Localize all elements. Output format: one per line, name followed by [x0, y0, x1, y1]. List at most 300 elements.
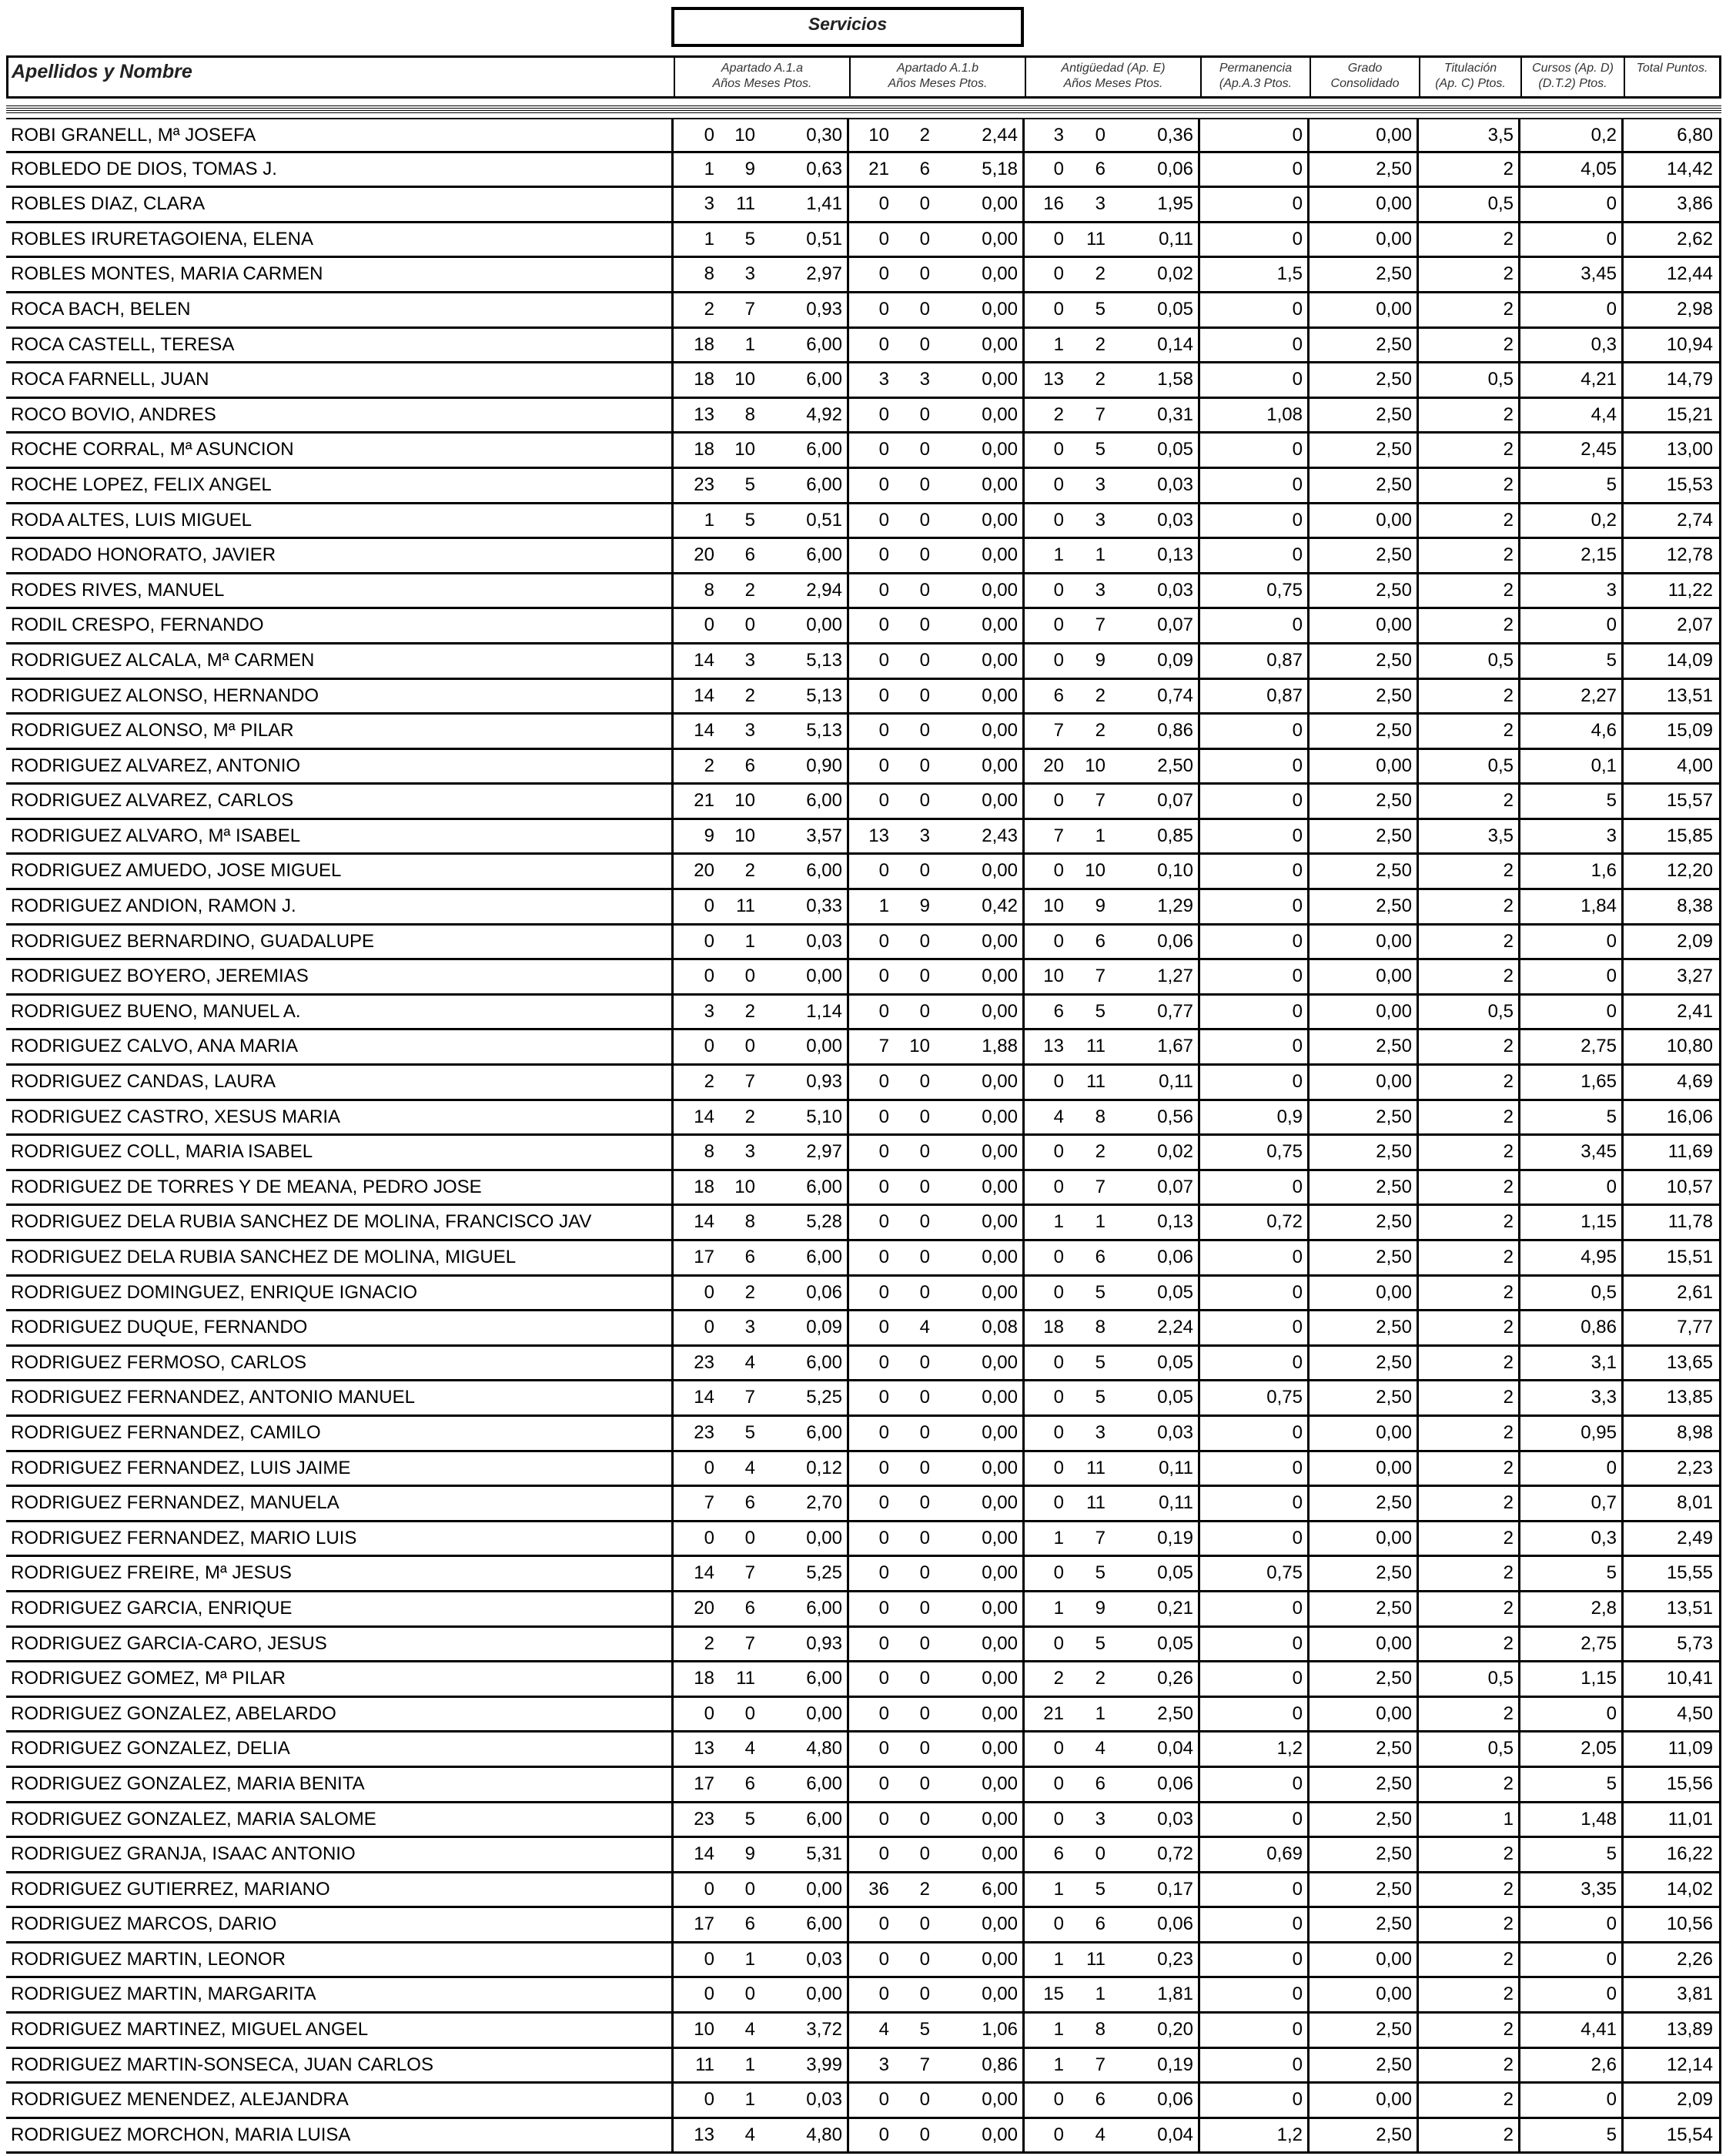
cell-antig-points: 0,19	[1157, 1527, 1193, 1548]
cell-a1a-months: 7	[744, 1632, 755, 1654]
cell-antig-points: 0,04	[1157, 1738, 1193, 1759]
cell-a1a-years: 23	[694, 474, 714, 495]
cell-grado: 0,00	[1376, 1984, 1412, 2005]
header-name: Apellidos y Nombre	[12, 61, 192, 82]
cell-titulacion: 2	[1503, 474, 1514, 495]
cell-cursos: 0	[1606, 2089, 1617, 2111]
cell-cursos: 2,05	[1580, 1738, 1617, 1759]
cell-total: 14,79	[1666, 369, 1713, 390]
cell-a1b-points: 0,00	[982, 1527, 1018, 1548]
cell-a1b-years: 0	[878, 860, 889, 882]
cell-a1a-points: 5,28	[806, 1211, 842, 1233]
cell-antig-points: 0,07	[1157, 614, 1193, 636]
table-body	[6, 118, 1721, 2154]
cell-antig-years: 1	[1053, 1878, 1064, 1900]
cell-a1a-months: 4	[744, 1351, 755, 1373]
cell-cursos: 2,75	[1580, 1632, 1617, 1654]
cell-antig-points: 0,05	[1157, 1387, 1193, 1408]
cell-a1b-months: 0	[919, 1351, 930, 1373]
cell-a1b-months: 0	[919, 1421, 930, 1443]
cell-a1b-years: 0	[878, 1421, 889, 1443]
cell-a1b-months: 0	[919, 333, 930, 355]
row-name: RODRIGUEZ GARCIA-CARO, JESUS	[11, 1632, 327, 1654]
row-name: RODRIGUEZ GONZALEZ, DELIA	[11, 1738, 290, 1759]
cell-grado: 2,50	[1376, 1878, 1412, 1900]
cell-a1a-months: 6	[744, 1597, 755, 1619]
table-row	[6, 1101, 1721, 1137]
cell-a1a-years: 0	[704, 896, 714, 917]
cell-a1a-years: 14	[694, 1562, 714, 1584]
cell-antig-years: 0	[1053, 1773, 1064, 1794]
cell-a1a-points: 0,09	[806, 1317, 842, 1338]
cell-cursos: 0,95	[1580, 1421, 1617, 1443]
cell-antig-years: 2	[1053, 403, 1064, 425]
cell-a1a-months: 2	[744, 579, 755, 601]
cell-grado: 0,00	[1376, 125, 1412, 146]
cell-permanencia: 1,08	[1266, 403, 1303, 425]
cell-titulacion: 0,5	[1487, 369, 1514, 390]
cell-antig-months: 6	[1095, 1773, 1106, 1794]
cell-titulacion: 2	[1503, 790, 1514, 812]
cell-a1a-years: 0	[704, 1036, 714, 1057]
table-row	[6, 890, 1721, 926]
cell-a1b-months: 0	[919, 1527, 930, 1548]
cell-antig-months: 7	[1095, 1527, 1106, 1548]
cell-grado: 2,50	[1376, 333, 1412, 355]
cell-a1a-months: 10	[734, 439, 755, 460]
row-name: RODRIGUEZ FREIRE, Mª JESUS	[11, 1562, 292, 1584]
cell-cursos: 1,65	[1580, 1071, 1617, 1093]
cell-permanencia: 0	[1292, 1948, 1303, 1970]
row-name: RODIL CRESPO, FERNANDO	[11, 614, 264, 636]
cell-titulacion: 2	[1503, 2089, 1514, 2111]
cell-cursos: 0	[1606, 614, 1617, 636]
cell-cursos: 3,45	[1580, 263, 1617, 285]
table-row	[6, 1557, 1721, 1592]
cell-permanencia: 0	[1292, 1176, 1303, 1197]
cell-grado: 2,50	[1376, 1247, 1412, 1267]
cell-antig-points: 0,05	[1157, 1351, 1193, 1373]
cell-total: 16,22	[1666, 1843, 1713, 1865]
cell-titulacion: 2	[1503, 2019, 1514, 2040]
cell-antig-years: 1	[1053, 1211, 1064, 1233]
cell-antig-months: 2	[1095, 720, 1106, 742]
cell-a1b-points: 0,00	[982, 333, 1018, 355]
cell-permanencia: 0	[1292, 1317, 1303, 1338]
row-name: RODRIGUEZ DE TORRES Y DE MEANA, PEDRO JOSE	[11, 1176, 482, 1197]
cell-grado: 2,50	[1376, 544, 1412, 566]
cell-antig-months: 1	[1095, 1702, 1106, 1724]
row-name: RODRIGUEZ CANDAS, LAURA	[11, 1071, 276, 1093]
cell-antig-years: 0	[1053, 649, 1064, 671]
cell-antig-points: 0,36	[1157, 125, 1193, 146]
cell-total: 2,09	[1677, 2089, 1713, 2111]
cell-grado: 0,00	[1376, 614, 1412, 636]
cell-antig-points: 0,06	[1157, 1247, 1193, 1267]
cell-antig-years: 3	[1053, 125, 1064, 146]
row-name: RODRIGUEZ ALVARO, Mª ISABEL	[11, 825, 301, 846]
cell-antig-months: 8	[1095, 2019, 1106, 2040]
cell-cursos: 5	[1606, 474, 1617, 495]
cell-titulacion: 2	[1503, 333, 1514, 355]
table-row	[6, 258, 1721, 293]
cell-total: 2,09	[1677, 930, 1713, 952]
cell-cursos: 3,3	[1591, 1387, 1617, 1408]
cell-a1b-years: 0	[878, 1668, 889, 1689]
cell-total: 4,50	[1677, 1702, 1713, 1724]
cell-a1b-points: 0,00	[982, 1000, 1018, 1022]
cell-a1b-years: 0	[878, 298, 889, 320]
cell-antig-months: 5	[1095, 1632, 1106, 1654]
table-row	[6, 2084, 1721, 2119]
cell-a1a-months: 8	[744, 1211, 755, 1233]
cell-a1a-points: 2,97	[806, 1141, 842, 1163]
cell-a1a-months: 2	[744, 1000, 755, 1022]
table-row	[6, 1417, 1721, 1452]
cell-grado: 2,50	[1376, 263, 1412, 285]
cell-antig-months: 10	[1085, 860, 1106, 882]
cell-a1a-months: 9	[744, 158, 755, 179]
cell-total: 2,23	[1677, 1457, 1713, 1478]
table-row	[6, 1908, 1721, 1943]
cell-a1a-points: 1,14	[806, 1000, 842, 1022]
table-row	[6, 1838, 1721, 1873]
cell-cursos: 1,48	[1580, 1808, 1617, 1830]
cell-cursos: 3,35	[1580, 1878, 1617, 1900]
cell-titulacion: 0,5	[1487, 755, 1514, 776]
cell-a1b-points: 0,00	[982, 1106, 1018, 1127]
cell-a1b-points: 0,00	[982, 1421, 1018, 1443]
cell-antig-points: 0,11	[1159, 1492, 1193, 1514]
cell-titulacion: 2	[1503, 720, 1514, 742]
cell-permanencia: 0,72	[1266, 1211, 1303, 1233]
cell-a1b-months: 0	[919, 2124, 930, 2145]
cell-a1a-years: 1	[704, 509, 714, 531]
cell-permanencia: 0	[1292, 1281, 1303, 1303]
cell-a1b-years: 0	[878, 1387, 889, 1408]
cell-a1b-years: 0	[878, 720, 889, 742]
cell-antig-years: 0	[1053, 2089, 1064, 2111]
cell-grado: 2,50	[1376, 1317, 1412, 1338]
cell-antig-points: 0,11	[1159, 228, 1193, 249]
cell-a1b-months: 0	[919, 2089, 930, 2111]
cell-grado: 2,50	[1376, 1738, 1412, 1759]
cell-a1b-points: 0,86	[982, 2054, 1018, 2075]
cell-titulacion: 2	[1503, 1176, 1514, 1197]
cell-antig-years: 0	[1053, 263, 1064, 285]
cell-a1a-months: 0	[744, 1527, 755, 1548]
cell-cursos: 0	[1606, 1457, 1617, 1478]
cell-cursos: 1,15	[1580, 1668, 1617, 1689]
row-name: RODRIGUEZ ALCALA, Mª CARMEN	[11, 649, 315, 671]
cell-a1a-years: 13	[694, 1738, 714, 1759]
cell-cursos: 0	[1606, 228, 1617, 249]
cell-a1a-points: 5,31	[806, 1843, 842, 1865]
cell-a1a-years: 2	[704, 1632, 714, 1654]
cell-antig-months: 5	[1095, 1878, 1106, 1900]
cell-antig-months: 9	[1095, 649, 1106, 671]
cell-a1b-points: 0,00	[982, 1913, 1018, 1935]
cell-permanencia: 0	[1292, 2054, 1303, 2075]
cell-a1b-years: 0	[878, 1351, 889, 1373]
cell-grado: 0,00	[1376, 1702, 1412, 1724]
cell-cursos: 2,8	[1591, 1597, 1617, 1619]
cell-titulacion: 2	[1503, 1492, 1514, 1514]
row-name: RODRIGUEZ FERNANDEZ, LUIS JAIME	[11, 1457, 351, 1478]
cell-a1a-points: 6,00	[806, 1351, 842, 1373]
cell-a1a-points: 6,00	[806, 1421, 842, 1443]
table-row	[6, 1732, 1721, 1768]
cell-total: 16,06	[1666, 1106, 1713, 1127]
cell-a1b-points: 0,00	[982, 649, 1018, 671]
cell-a1b-months: 0	[919, 1984, 930, 2005]
cell-cursos: 0	[1606, 1702, 1617, 1724]
cell-cursos: 0	[1606, 930, 1617, 952]
cell-grado: 0,00	[1376, 1457, 1412, 1478]
cell-a1a-months: 4	[744, 1738, 755, 1759]
cell-permanencia: 0	[1292, 1457, 1303, 1478]
cell-a1b-months: 0	[919, 1281, 930, 1303]
table-row	[6, 1171, 1721, 1207]
cell-a1b-years: 0	[878, 1527, 889, 1548]
cell-antig-months: 8	[1095, 1106, 1106, 1127]
cell-antig-months: 2	[1095, 1668, 1106, 1689]
cell-antig-years: 6	[1053, 1843, 1064, 1865]
cell-cursos: 5	[1606, 1843, 1617, 1865]
cell-a1b-months: 0	[919, 1071, 930, 1093]
cell-antig-points: 0,77	[1157, 1000, 1193, 1022]
cell-a1b-points: 0,00	[982, 966, 1018, 987]
cell-a1a-years: 14	[694, 1843, 714, 1865]
cell-antig-months: 6	[1095, 158, 1106, 179]
cell-cursos: 1,15	[1580, 1211, 1617, 1233]
cell-antig-months: 11	[1086, 1457, 1106, 1478]
cell-a1b-points: 0,00	[982, 614, 1018, 636]
cell-antig-points: 0,11	[1159, 1071, 1193, 1093]
cell-antig-points: 0,02	[1157, 1141, 1193, 1163]
cell-a1a-months: 10	[734, 825, 755, 846]
cell-a1a-years: 2	[704, 755, 714, 776]
cell-antig-years: 0	[1053, 1738, 1064, 1759]
cell-a1a-months: 2	[744, 860, 755, 882]
cell-cursos: 1,6	[1591, 860, 1617, 882]
cell-antig-years: 0	[1053, 1913, 1064, 1935]
cell-a1a-points: 6,00	[806, 474, 842, 495]
cell-antig-months: 6	[1095, 930, 1106, 952]
cell-a1a-months: 6	[744, 1773, 755, 1794]
cell-a1a-months: 10	[734, 125, 755, 146]
cell-a1a-years: 14	[694, 1387, 714, 1408]
cell-antig-years: 1	[1053, 1948, 1064, 1970]
cell-a1b-points: 0,00	[982, 193, 1018, 215]
cell-antig-points: 1,27	[1157, 966, 1193, 987]
cell-a1a-months: 7	[744, 1562, 755, 1584]
cell-a1a-months: 11	[736, 193, 755, 215]
cell-a1a-points: 4,80	[806, 1738, 842, 1759]
cell-total: 15,85	[1666, 825, 1713, 846]
row-name: ROCA BACH, BELEN	[11, 298, 191, 320]
cell-a1a-years: 0	[704, 1948, 714, 1970]
cell-antig-points: 0,56	[1157, 1106, 1193, 1127]
cell-a1a-points: 5,25	[806, 1387, 842, 1408]
cell-antig-points: 0,10	[1157, 860, 1193, 882]
cell-a1a-years: 2	[704, 298, 714, 320]
table-row	[6, 1136, 1721, 1171]
cell-total: 2,07	[1677, 614, 1713, 636]
cell-a1b-points: 0,00	[982, 1211, 1018, 1233]
cell-antig-months: 5	[1095, 298, 1106, 320]
cell-a1a-months: 0	[744, 1702, 755, 1724]
table-row	[6, 329, 1721, 364]
cell-a1a-months: 5	[744, 474, 755, 495]
cell-cursos: 0,5	[1591, 1281, 1617, 1303]
row-name: RODRIGUEZ DELA RUBIA SANCHEZ DE MOLINA, FRANCISCO JAV	[11, 1211, 592, 1233]
cell-permanencia: 0,87	[1266, 649, 1303, 671]
cell-a1a-points: 5,13	[806, 685, 842, 706]
cell-titulacion: 2	[1503, 298, 1514, 320]
cell-antig-years: 7	[1053, 825, 1064, 846]
cell-a1b-months: 6	[919, 158, 930, 179]
cell-a1b-points: 0,00	[982, 228, 1018, 249]
cell-a1b-years: 0	[878, 579, 889, 601]
cell-antig-points: 1,95	[1157, 193, 1193, 215]
row-name: RODRIGUEZ ANDION, RAMON J.	[11, 896, 296, 917]
row-name: ROCO BOVIO, ANDRES	[11, 403, 216, 425]
cell-grado: 0,00	[1376, 1071, 1412, 1093]
cell-titulacion: 0,5	[1487, 649, 1514, 671]
cell-antig-points: 0,03	[1157, 1808, 1193, 1830]
cell-a1b-points: 0,00	[982, 720, 1018, 742]
cell-a1a-points: 2,94	[806, 579, 842, 601]
cell-permanencia: 0	[1292, 1036, 1303, 1057]
cell-titulacion: 2	[1503, 439, 1514, 460]
cell-antig-points: 1,58	[1157, 369, 1193, 390]
cell-a1a-points: 5,25	[806, 1562, 842, 1584]
cell-a1a-months: 1	[744, 2089, 755, 2111]
cell-grado: 2,50	[1376, 1176, 1412, 1197]
cell-antig-points: 0,72	[1157, 1843, 1193, 1865]
cell-a1b-years: 0	[878, 1457, 889, 1478]
cell-total: 4,69	[1677, 1071, 1713, 1093]
cell-a1b-years: 0	[878, 1247, 889, 1267]
cell-a1b-months: 0	[919, 1843, 930, 1865]
cell-grado: 0,00	[1376, 1421, 1412, 1443]
row-name: RODRIGUEZ MARCOS, DARIO	[11, 1913, 277, 1935]
cell-antig-years: 0	[1053, 930, 1064, 952]
row-name: RODRIGUEZ DELA RUBIA SANCHEZ DE MOLINA, MIGUEL	[11, 1247, 517, 1267]
cell-grado: 2,50	[1376, 2124, 1412, 2145]
cell-total: 12,20	[1666, 860, 1713, 882]
cell-grado: 2,50	[1376, 860, 1412, 882]
cell-antig-months: 1	[1095, 1984, 1106, 2005]
cell-a1a-years: 17	[694, 1913, 714, 1935]
cell-titulacion: 2	[1503, 1071, 1514, 1093]
cell-permanencia: 0,75	[1266, 1562, 1303, 1584]
cell-a1a-points: 0,33	[806, 896, 842, 917]
cell-titulacion: 2	[1503, 1317, 1514, 1338]
cell-a1a-months: 2	[744, 685, 755, 706]
cell-total: 12,14	[1666, 2054, 1713, 2075]
cell-a1a-points: 0,00	[806, 1878, 842, 1900]
cell-antig-years: 0	[1053, 509, 1064, 531]
cell-antig-months: 2	[1095, 333, 1106, 355]
cell-antig-years: 6	[1053, 1000, 1064, 1022]
cell-total: 2,98	[1677, 298, 1713, 320]
cell-a1b-points: 0,00	[982, 1247, 1018, 1267]
row-name: ROCA FARNELL, JUAN	[11, 369, 209, 390]
table-row	[6, 399, 1721, 434]
cell-antig-years: 0	[1053, 860, 1064, 882]
cell-a1b-years: 0	[878, 2124, 889, 2145]
cell-total: 15,53	[1666, 474, 1713, 495]
cell-total: 7,77	[1677, 1317, 1713, 1338]
cell-antig-points: 0,86	[1157, 720, 1193, 742]
table-row	[6, 1381, 1721, 1417]
cell-permanencia: 1,2	[1276, 1738, 1303, 1759]
cell-a1a-months: 10	[734, 369, 755, 390]
cell-antig-points: 0,09	[1157, 649, 1193, 671]
row-name: ROBLES IRURETAGOIENA, ELENA	[11, 228, 313, 249]
cell-a1a-years: 14	[694, 685, 714, 706]
cell-total: 11,01	[1667, 1808, 1713, 1830]
cell-a1a-points: 1,41	[806, 193, 842, 215]
cell-cursos: 1,84	[1580, 896, 1617, 917]
cell-a1a-months: 1	[744, 2054, 755, 2075]
cell-a1a-years: 20	[694, 544, 714, 566]
cell-a1a-points: 0,63	[806, 158, 842, 179]
cell-titulacion: 2	[1503, 860, 1514, 882]
cell-a1b-points: 0,00	[982, 544, 1018, 566]
cell-a1b-months: 10	[909, 1036, 930, 1057]
cell-grado: 0,00	[1376, 966, 1412, 987]
row-name: RODRIGUEZ BOYERO, JEREMIAS	[11, 966, 309, 987]
cell-total: 10,94	[1666, 333, 1713, 355]
cell-a1b-months: 0	[919, 1247, 930, 1267]
cell-permanencia: 0	[1292, 369, 1303, 390]
cell-grado: 2,50	[1376, 1913, 1412, 1935]
cell-cursos: 3	[1606, 825, 1617, 846]
cell-permanencia: 0	[1292, 1808, 1303, 1830]
cell-total: 2,62	[1677, 228, 1713, 249]
cell-a1a-points: 6,00	[806, 1668, 842, 1689]
cell-grado: 0,00	[1376, 509, 1412, 531]
cell-grado: 2,50	[1376, 1141, 1412, 1163]
cell-titulacion: 2	[1503, 544, 1514, 566]
cell-titulacion: 2	[1503, 158, 1514, 179]
cell-a1a-months: 4	[744, 1457, 755, 1478]
cell-a1a-months: 5	[744, 1421, 755, 1443]
row-name: ROCA CASTELL, TERESA	[11, 333, 235, 355]
row-name: RODES RIVES, MANUEL	[11, 579, 225, 601]
cell-permanencia: 0	[1292, 1247, 1303, 1267]
cell-permanencia: 0	[1292, 930, 1303, 952]
cell-total: 3,27	[1677, 966, 1713, 987]
cell-a1b-years: 0	[878, 439, 889, 460]
cell-a1a-years: 0	[704, 2089, 714, 2111]
cell-a1b-points: 0,00	[982, 298, 1018, 320]
row-name: RODRIGUEZ BERNARDINO, GUADALUPE	[11, 930, 375, 952]
cell-antig-years: 0	[1053, 1808, 1064, 1830]
cell-a1b-months: 0	[919, 649, 930, 671]
cell-antig-months: 5	[1095, 1351, 1106, 1373]
cell-a1b-months: 0	[919, 720, 930, 742]
row-name: RODRIGUEZ GARCIA, ENRIQUE	[11, 1597, 293, 1619]
cell-a1a-points: 4,80	[806, 2124, 842, 2145]
cell-permanencia: 0	[1292, 966, 1303, 987]
cell-antig-months: 3	[1095, 474, 1106, 495]
cell-titulacion: 2	[1503, 1878, 1514, 1900]
cell-a1a-years: 7	[704, 1492, 714, 1514]
